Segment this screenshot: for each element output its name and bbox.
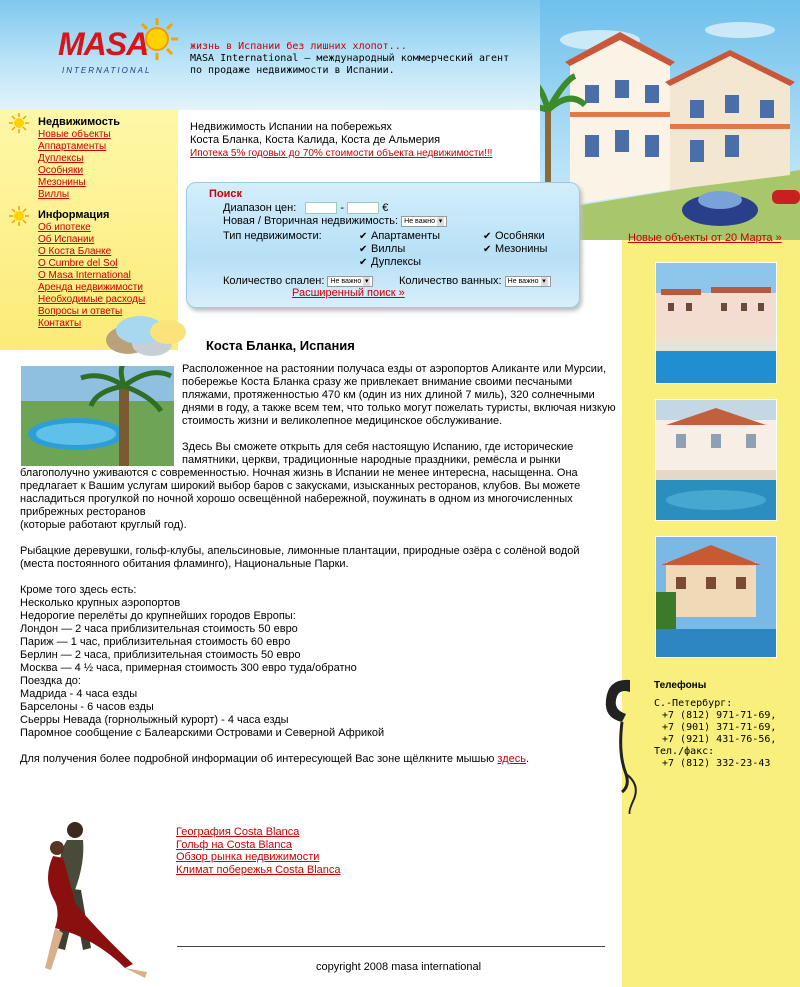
new-select[interactable] <box>401 216 447 227</box>
type-apartments-label: Апартаменты <box>371 230 441 242</box>
type-duplexes-checkbox[interactable] <box>359 256 421 268</box>
sidebar-item-apartments[interactable]: Аппартаменты <box>38 141 107 152</box>
sidebar-item-costa-blanca[interactable]: О Коста Бланке <box>38 246 112 257</box>
article-paragraph-2b: (которые работают круглый год). <box>20 519 187 531</box>
sidebar-info-label: Информация <box>38 209 110 221</box>
logo[interactable] <box>58 12 178 82</box>
currency: € <box>382 202 389 214</box>
article-paragraph-2: Здесь Вы сможете открыть для себя настоящую Испанию, где исторические памятники, церкви, традиционные народные праздники, ремёсла и рынки благополучно уживаются с современностью. Ночная жизнь в Испании не менее интересна, насыщенна. Она предлагает к Вашим услугам широкий выбор баров с закусками, изысканных ресторанов, клубов. Вы можете насладиться прогулкой по ночной хорошо освещённой набережной, поужинать в одном из многочисленных прибрежных ресторанов <box>20 441 581 518</box>
new-row <box>223 215 447 228</box>
article-paragraph-1: Расположенное на растоянии получаса езды от аэропортов Аликанте или Мурсии, побережье Коста Бланка сразу же привлекает внимание своими песчаными пляжами, протяженностью 470 км (один из них длиной 7 миль), 320 солнечными днями в году, а также всем тем, что только могут пожелать туристы, включая низкую стоимость жизни и великолепное медицинское обслуживание. <box>182 363 616 427</box>
sidebar-item-contacts[interactable]: Контакты <box>38 318 82 329</box>
phones-title: Телефоны <box>654 680 707 691</box>
pebbles-decoration <box>100 308 190 358</box>
sidebar-item-expenses[interactable]: Необходимые расходы <box>38 294 146 305</box>
price-label: Диапазон цен: <box>223 202 297 214</box>
price-row <box>223 202 388 215</box>
chevron-down-icon: ▾ <box>438 217 443 225</box>
type-mezzanines-label: Мезонины <box>495 243 548 255</box>
sidebar-realty <box>8 116 120 201</box>
type-mansions-label: Особняки <box>495 230 545 242</box>
intro-line2: Коста Бланка, Коста Калида, Коста де Альмерия <box>190 134 441 146</box>
list-item: Москва — 4 ½ часа, примерная стоимость 300 евро туда/обратно <box>20 662 357 674</box>
article-paragraph-3: Рыбацкие деревушки, гольф-клубы, апельсиновые, лимонные плантации, природные озёра с солёной водой (места постоянного обитания фламинго), Национальные Парки. <box>20 545 580 570</box>
bedrooms-select[interactable] <box>327 276 373 287</box>
check-icon: ✔ <box>359 231 368 242</box>
mortgage-link[interactable]: Ипотека 5% годовых до 70% стоимости объекта недвижимости!!! <box>190 148 493 159</box>
sun-icon <box>8 112 30 134</box>
image-spacer <box>20 363 182 466</box>
type-label: Тип недвижимости: <box>223 230 322 242</box>
bottom-links <box>176 826 341 876</box>
intro <box>190 121 610 160</box>
link-market-review[interactable]: Обзор рынка недвижимости <box>176 851 320 863</box>
type-apartments-checkbox[interactable] <box>359 230 440 242</box>
property-photo-3[interactable] <box>655 536 777 658</box>
sidebar-item-mezzanines[interactable]: Мезонины <box>38 177 86 188</box>
fax-number: +7 (812) 332-23-43 <box>662 758 771 769</box>
list-item: Барселоны - 6 часов езды <box>20 701 154 713</box>
list-item: Сьерры Невада (горнолыжный курорт) - 4 часа езды <box>20 714 289 726</box>
check-icon: ✔ <box>359 257 368 268</box>
spb-label: С.-Петербург: <box>654 698 733 709</box>
sidebar-item-villas[interactable]: Виллы <box>38 189 70 200</box>
list-item: Париж — 1 час, приблизительная стоимость 60 евро <box>20 636 291 648</box>
list-item: Недорогие перелёты до крупнейших городов Европы: <box>20 610 296 622</box>
list-item: Паромное сообщение с Балеарскими Островами и Северной Африкой <box>20 727 385 739</box>
copyright: copyright 2008 masa international <box>316 961 482 973</box>
bathrooms-select-value: Не важно <box>507 277 539 285</box>
more-info-text: Для получения более подробной информации об интересующей Вас зоне щёлкните мышью <box>20 753 495 765</box>
bedrooms-label: Количество спален: <box>223 275 325 287</box>
sidebar-item-cumbre-del-sol[interactable]: О Cumbre del Sol <box>38 258 118 269</box>
footer-divider <box>177 946 605 947</box>
more-info-end: . <box>525 753 530 765</box>
chevron-down-icon: ▾ <box>542 277 546 285</box>
logo-text: MASA <box>58 26 149 62</box>
tagline-description: MASA International — международный коммерческий агент по продаже недвижимости в Испании. <box>190 53 510 76</box>
sidebar-realty-title <box>8 116 120 129</box>
chevron-down-icon: ▾ <box>365 277 369 285</box>
property-photo-1[interactable] <box>655 262 777 384</box>
sidebar-item-mansions[interactable]: Особняки <box>38 165 84 176</box>
tagline-slogan: жизнь в Испании без лишних хлопот... <box>190 41 407 52</box>
price-to-input[interactable] <box>347 202 379 214</box>
link-geography[interactable]: География Costa Blanca <box>176 826 300 838</box>
bathrooms-select[interactable] <box>505 276 551 287</box>
new-select-value: Не важно <box>404 217 436 225</box>
more-info-link[interactable]: здесь <box>497 753 526 765</box>
search-title: Поиск <box>209 188 243 200</box>
sidebar-item-new-objects[interactable]: Новые объекты <box>38 129 111 140</box>
property-photo-2[interactable] <box>655 399 777 521</box>
phone-2: +7 (901) 371-71-69, <box>662 722 777 733</box>
tango-dancers-image <box>35 818 155 983</box>
list-title: Кроме того здесь есть: <box>20 584 137 596</box>
link-climate[interactable]: Климат побережья Costa Blanca <box>176 863 341 876</box>
bathrooms-label: Количество ванных: <box>399 275 502 287</box>
sidebar-item-duplexes[interactable]: Дуплексы <box>38 153 84 164</box>
bedrooms-select-value: Не важно <box>330 277 362 285</box>
new-label: Новая / Вторичная недвижимость: <box>223 215 399 227</box>
type-villas-checkbox[interactable] <box>359 243 405 255</box>
link-golf[interactable]: Гольф на Costa Blanca <box>176 838 293 851</box>
bathrooms-row <box>399 275 551 288</box>
tagline <box>190 41 520 77</box>
sidebar-realty-label: Недвижимость <box>38 116 120 128</box>
page-title: Коста Бланка, Испания <box>206 338 355 353</box>
type-mansions-checkbox[interactable] <box>483 230 545 242</box>
type-mezzanines-checkbox[interactable] <box>483 243 547 255</box>
list-item: Поездка до: <box>20 675 81 687</box>
sidebar-info-title <box>8 209 145 222</box>
article <box>20 363 616 766</box>
advanced-search-link[interactable]: Расширенный поиск » <box>292 287 405 299</box>
logo-subtext: INTERNATIONAL <box>62 66 152 75</box>
sun-icon <box>8 205 30 227</box>
check-icon: ✔ <box>483 231 492 242</box>
fax-label: Тел./факс: <box>654 746 715 757</box>
sidebar-item-mortgage[interactable]: Об ипотеке <box>38 222 91 233</box>
search-box <box>186 182 580 308</box>
sidebar-item-faq[interactable]: Вопросы и ответы <box>38 306 123 317</box>
type-duplexes-label: Дуплексы <box>371 256 422 268</box>
sidebar-item-masa-international[interactable]: О Masa International <box>38 270 131 281</box>
phone-1: +7 (812) 971-71-69, <box>662 710 777 721</box>
check-icon: ✔ <box>483 244 492 255</box>
more-info <box>20 753 616 766</box>
phones-block <box>654 680 776 770</box>
sidebar-item-rent[interactable]: Аренда недвижимости <box>38 282 143 293</box>
list-item: Мадрида - 4 часа езды <box>20 688 138 700</box>
phone-3: +7 (921) 431-76-56, <box>662 734 777 745</box>
sidebar-item-spain[interactable]: Об Испании <box>38 234 95 245</box>
price-dash: - <box>340 202 345 214</box>
list-item: Несколько крупных аэропортов <box>20 597 181 609</box>
list-item: Лондон — 2 часа приблизительная стоимость 50 евро <box>20 623 298 635</box>
intro-line1: Недвижимость Испании на побережьях <box>190 121 392 133</box>
new-objects-link[interactable]: Новые объекты от 20 Марта » <box>628 232 782 244</box>
price-from-input[interactable] <box>305 202 337 214</box>
list-item: Берлин — 2 часа, приблизительная стоимость 50 евро <box>20 649 301 661</box>
check-icon: ✔ <box>359 244 368 255</box>
type-villas-label: Виллы <box>371 243 406 255</box>
